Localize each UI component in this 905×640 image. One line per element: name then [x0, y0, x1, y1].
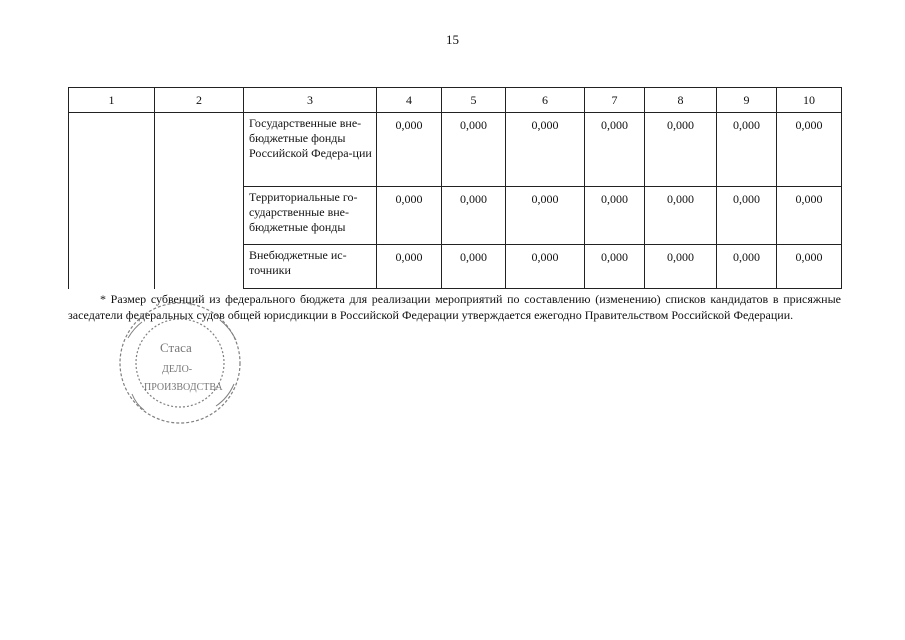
table-cell: 0,000: [585, 245, 645, 289]
column-header: 10: [777, 88, 842, 113]
table-cell: 0,000: [645, 187, 717, 245]
column-header: 1: [69, 88, 155, 113]
table-cell: 0,000: [645, 113, 717, 187]
table-cell: 0,000: [442, 187, 506, 245]
row-description: Государственные вне-бюджетные фонды Российской Федера-ции: [244, 113, 377, 187]
table-cell: 0,000: [717, 245, 777, 289]
row-description: Территориальные го-сударственные вне-бюджетные фонды: [244, 187, 377, 245]
column-header: 4: [377, 88, 442, 113]
table-cell: 0,000: [585, 187, 645, 245]
stamp-text: ДЕЛО-: [162, 364, 193, 375]
table-cell: 0,000: [377, 187, 442, 245]
footnote: * Размер субвенций из федерального бюджета для реализации мероприятий по составлению (изменению) списков кандидатов в присяжные заседатели федеральных судов общей юрисдикции в Российской Федерации утверждается ежегодно Правительством Российской Федерации.: [68, 292, 841, 322]
table-cell: 0,000: [506, 187, 585, 245]
table-cell: [155, 113, 244, 289]
table-row: [69, 113, 842, 187]
column-header: 8: [645, 88, 717, 113]
table-cell: [69, 113, 155, 289]
table-cell: 0,000: [777, 187, 842, 245]
column-header: 7: [585, 88, 645, 113]
table-cell: 0,000: [377, 245, 442, 289]
table-cell: 0,000: [442, 113, 506, 187]
row-description: Внебюджетные ис-точники: [244, 245, 377, 289]
table-cell: 0,000: [645, 245, 717, 289]
table-cell: 0,000: [777, 113, 842, 187]
page-number: 15: [446, 32, 459, 47]
column-header: 6: [506, 88, 585, 113]
stamp-text: Стаса: [160, 340, 192, 355]
stamp-text: ПРОИЗВОДСТВА: [144, 382, 223, 393]
column-header: 2: [155, 88, 244, 113]
column-header: 9: [717, 88, 777, 113]
table-cell: 0,000: [777, 245, 842, 289]
column-header: 5: [442, 88, 506, 113]
budget-table: [68, 87, 842, 289]
table-cell: 0,000: [377, 113, 442, 187]
table-cell: 0,000: [585, 113, 645, 187]
table-cell: 0,000: [506, 245, 585, 289]
table-cell: 0,000: [442, 245, 506, 289]
column-header: 3: [244, 88, 377, 113]
table-header-row: [69, 88, 842, 113]
table-cell: 0,000: [717, 113, 777, 187]
table-cell: 0,000: [506, 113, 585, 187]
table-cell: 0,000: [717, 187, 777, 245]
